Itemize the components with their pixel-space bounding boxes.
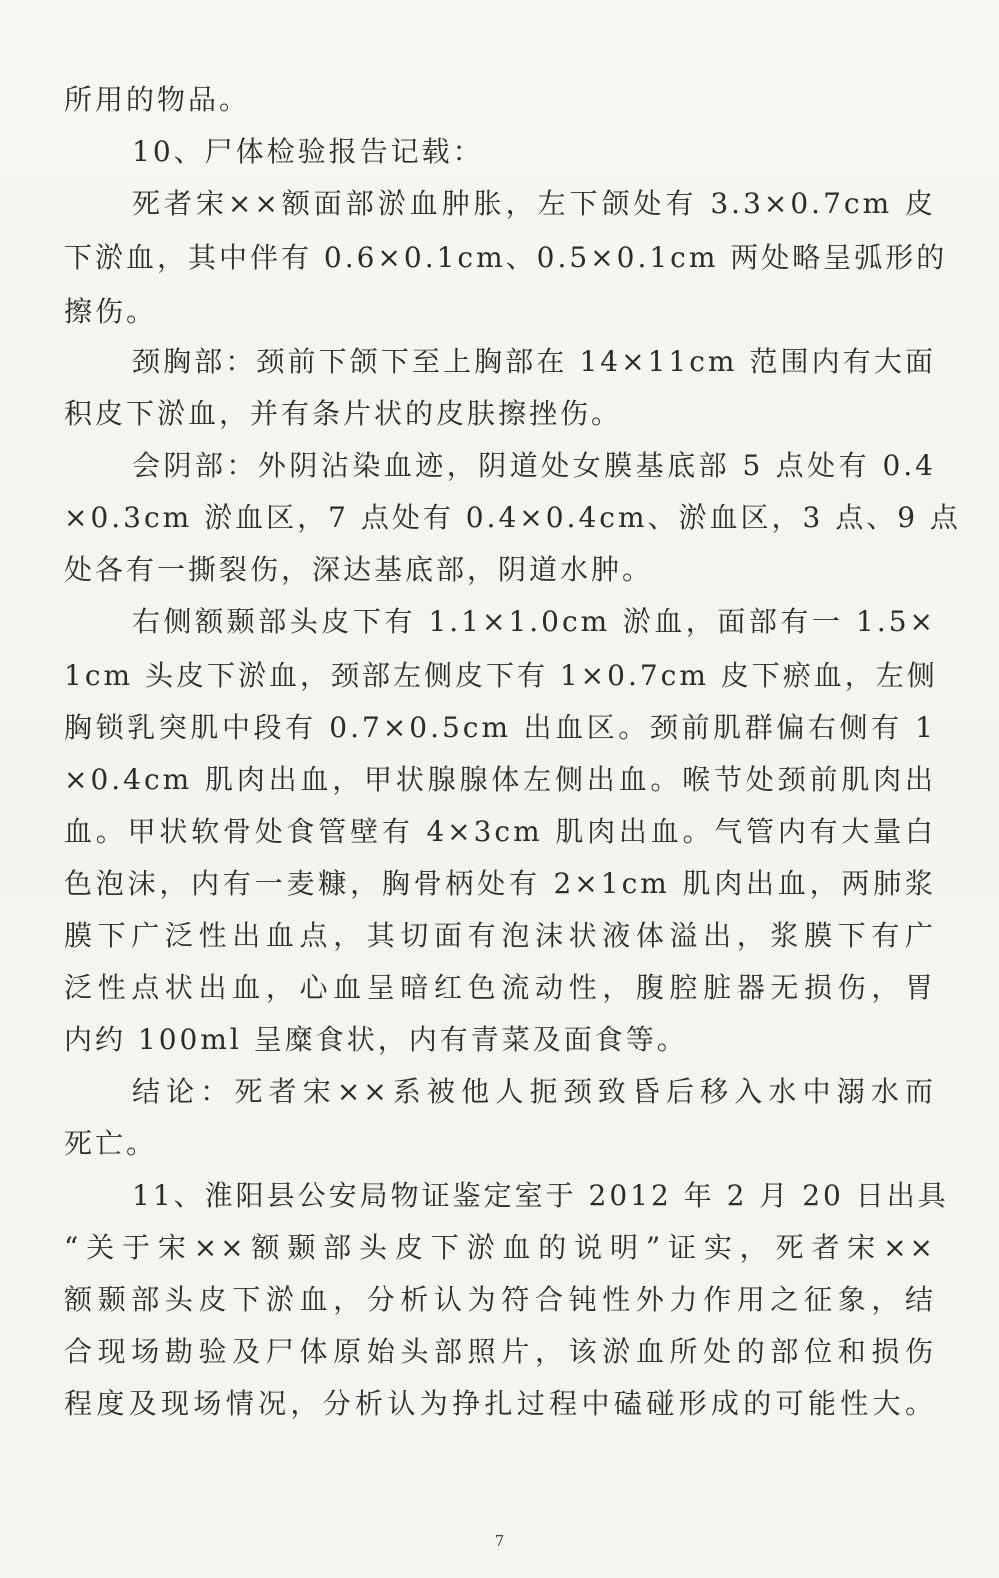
text-line-25: 合现场勘验及尸体原始头部照片，该淤血所处的部位和损伤	[64, 1335, 936, 1368]
text-line-3: 死者宋××额面部淤血肿胀，左下颌处有 3.3×0.7cm 皮	[132, 187, 936, 220]
text-line-26: 程度及现场情况，分析认为挣扎过程中磕碰形成的可能性大。	[64, 1387, 936, 1420]
text-line-15: 血。甲状软骨处食管壁有 4×3cm 肌肉出血。气管内有大量白	[64, 815, 936, 848]
text-line-8: 会阴部：外阴沾染血迹，阴道处女膜基底部 5 点处有 0.4	[132, 449, 936, 482]
text-line-12: 1cm 头皮下淤血，颈部左侧皮下有 1×0.7cm 皮下瘀血，左侧	[64, 659, 938, 692]
text-line-7: 积皮下淤血，并有条片状的皮肤擦挫伤。	[64, 397, 623, 430]
conclusion-line: 结论：死者宋××系被他人扼颈致昏后移入水中溺水而	[132, 1075, 936, 1108]
text-line-18: 泛性点状出血，心血呈暗红色流动性，腹腔脏器无损伤，胃	[64, 971, 936, 1004]
text-line-16: 色泡沫，内有一麦糠，胸骨柄处有 2×1cm 肌肉出血，两肺浆	[64, 867, 936, 900]
page-number: 7	[494, 1532, 505, 1550]
text-line-6: 颈胸部：颈前下颌下至上胸部在 14×11cm 范围内有大面	[132, 345, 936, 378]
text-line-13: 胸锁乳突肌中段有 0.7×0.5cm 出血区。颈前肌群偏右侧有 1	[64, 711, 936, 744]
text-line-19: 内约 100ml 呈糜食状，内有青菜及面食等。	[64, 1023, 688, 1056]
text-line-11: 右侧额颞部头皮下有 1.1×1.0cm 淤血，面部有一 1.5×	[132, 605, 936, 638]
text-line-9: ×0.3cm 淤血区，7 点处有 0.4×0.4cm、淤血区，3 点、9 点	[64, 501, 961, 534]
text-line-1: 所用的物品。	[64, 83, 251, 116]
text-line-21: 死亡。	[64, 1127, 158, 1160]
section-heading-10: 10、尸体检验报告记载：	[132, 135, 484, 168]
text-line-14: ×0.4cm 肌肉出血，甲状腺腺体左侧出血。喉节处颈前肌肉出	[64, 763, 936, 796]
section-heading-11: 11、淮阳县公安局物证鉴定室于 2012 年 2 月 20 日出具	[132, 1179, 949, 1212]
text-line-4: 下淤血，其中伴有 0.6×0.1cm、0.5×0.1cm 两处略呈弧形的	[64, 241, 948, 274]
text-line-10: 处各有一撕裂伤，深达基底部，阴道水肿。	[64, 553, 654, 586]
text-line-23: “关于宋××额颞部头皮下淤血的说明”证实，死者宋××	[64, 1231, 936, 1264]
text-line-24: 额颞部头皮下淤血，分析认为符合钝性外力作用之征象，结	[64, 1283, 936, 1316]
text-line-5: 擦伤。	[64, 295, 158, 328]
text-line-17: 膜下广泛性出血点，其切面有泡沫状液体溢出，浆膜下有广	[64, 919, 936, 952]
